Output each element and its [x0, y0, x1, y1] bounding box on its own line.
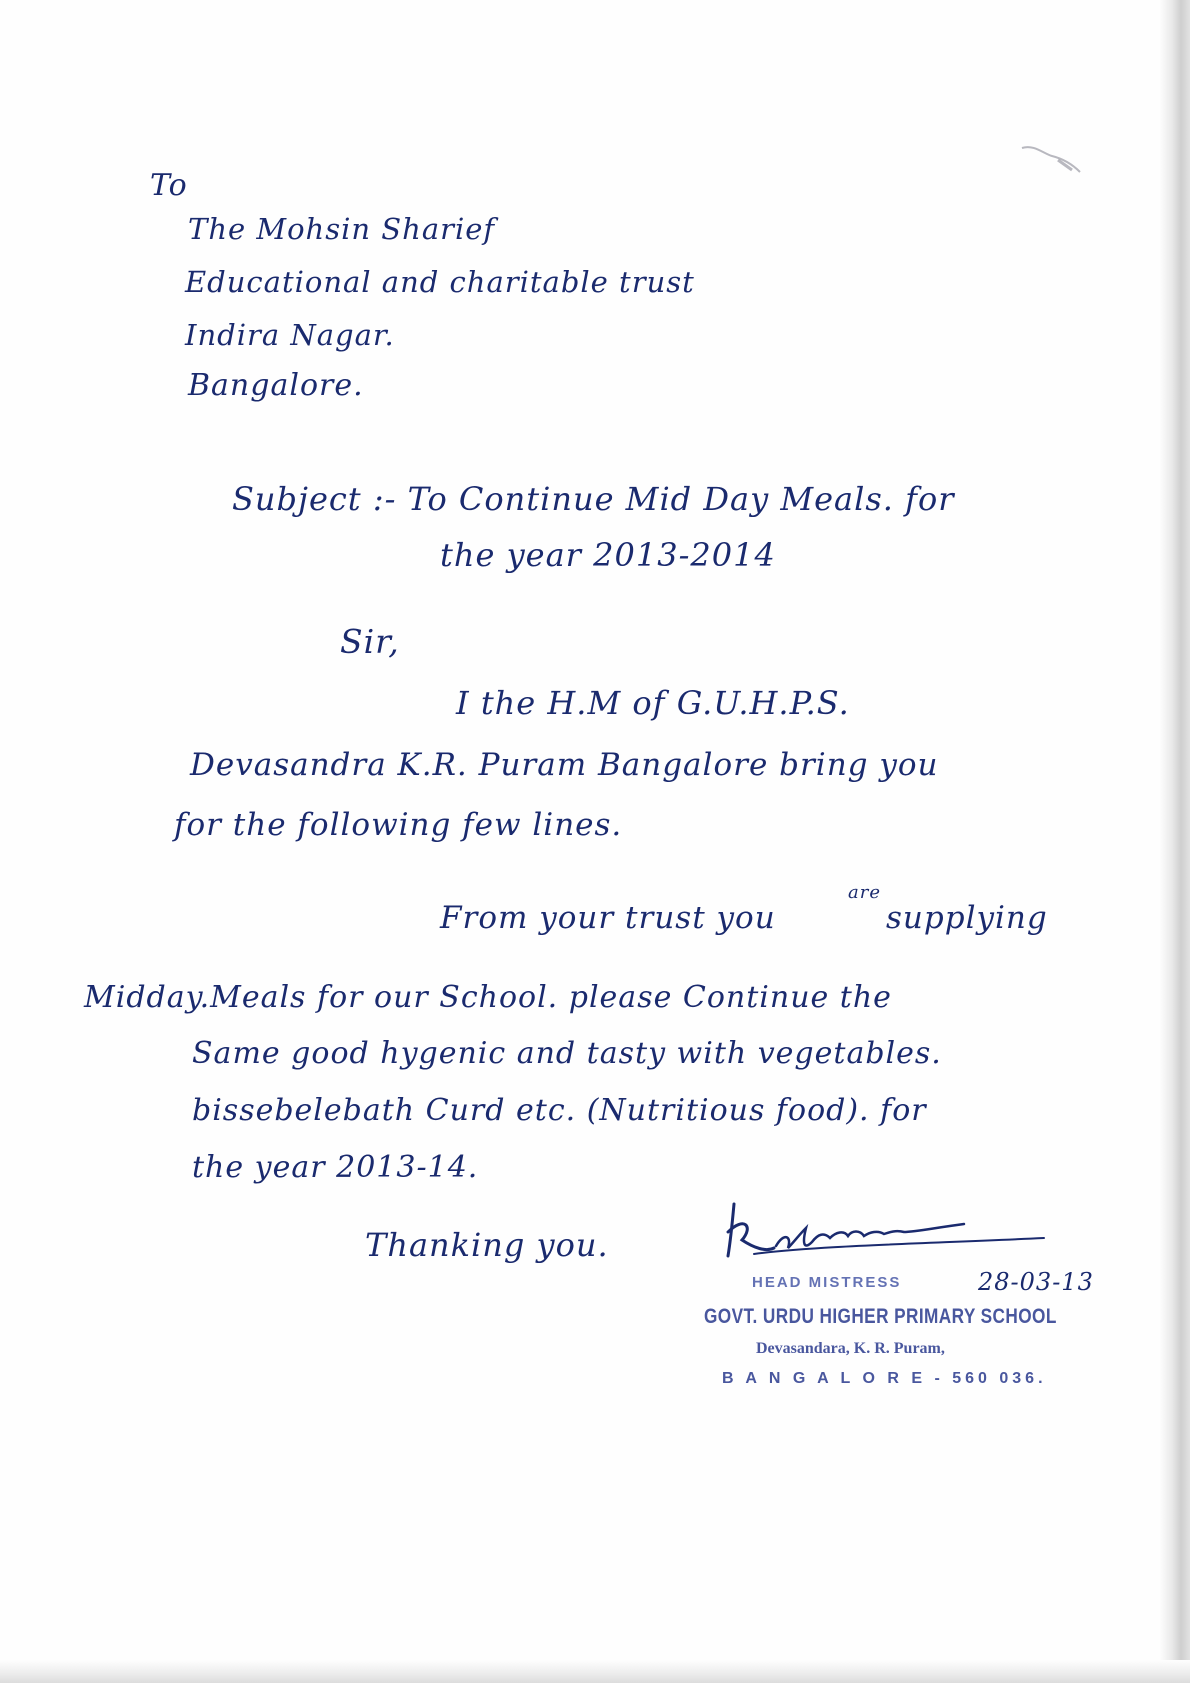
to-label: To	[150, 168, 188, 203]
recipient-line-4: Bangalore.	[188, 368, 364, 403]
closing: Thanking you.	[365, 1226, 609, 1264]
stamp-address: Devasandara, K. R. Puram,	[756, 1340, 945, 1357]
subject-line-1: Subject :- To Continue Mid Day Meals. for	[232, 480, 955, 518]
page-right-edge	[1160, 0, 1190, 1683]
para2-insert: are	[848, 882, 881, 903]
recipient-line-3: Indira Nagar.	[185, 318, 395, 352]
para2-line-5: the year 2013-14.	[192, 1150, 479, 1185]
para1-line-2: Devasandra K.R. Puram Bangalore bring you	[190, 747, 939, 783]
greeting: Sir,	[340, 622, 400, 661]
stamp-school-name: GOVT. URDU HIGHER PRIMARY SCHOOL	[704, 1305, 1057, 1328]
page-bottom-edge	[0, 1660, 1190, 1683]
stamp-designation: HEAD MISTRESS	[752, 1274, 902, 1291]
date: 28-03-13	[978, 1268, 1094, 1296]
para2-line-1-end: supplying	[886, 900, 1048, 936]
para1-line-3: for the following few lines.	[174, 807, 623, 843]
subject-line-2: the year 2013-2014	[440, 536, 776, 574]
para2-line-4: bissebelebath Curd etc. (Nutritious food). for	[192, 1093, 927, 1128]
stamp-city: B A N G A L O R E - 560 036.	[722, 1370, 1047, 1387]
para2-line-3: Same good hygenic and tasty with vegetables.	[192, 1036, 942, 1071]
signature	[714, 1196, 1074, 1266]
recipient-line-2: Educational and charitable trust	[185, 265, 695, 299]
ink-smudge	[1018, 140, 1088, 190]
para2-line-1-start: From your trust you	[440, 900, 776, 936]
para2-line-2: Midday.Meals for our School. please Continue the	[84, 980, 892, 1015]
recipient-line-1: The Mohsin Sharief	[188, 212, 496, 246]
para1-line-1: I the H.M of G.U.H.P.S.	[456, 684, 850, 722]
